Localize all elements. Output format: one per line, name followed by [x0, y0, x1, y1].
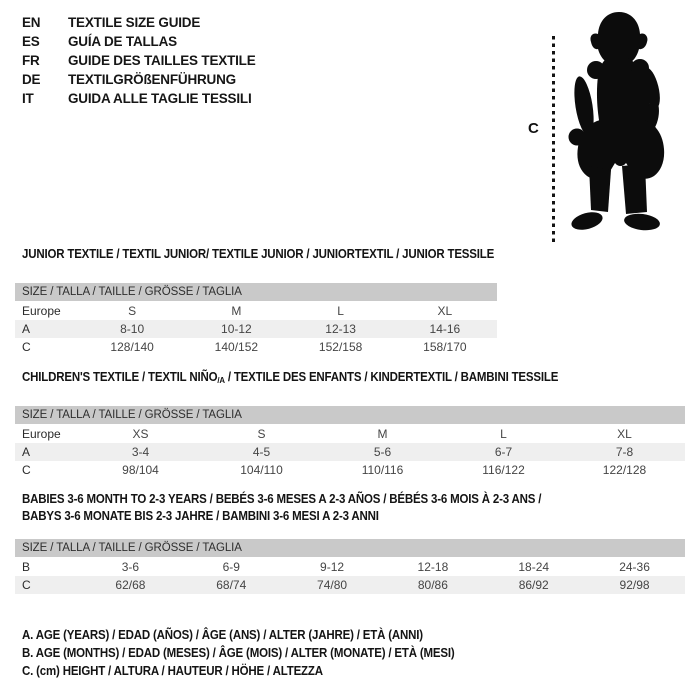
title-text: /A — [217, 375, 225, 385]
table-row — [15, 558, 685, 576]
language-label: TEXTILGRÖßENFÜHRUNG — [68, 72, 236, 87]
cell-value: 68/74 — [216, 578, 247, 592]
language-label: TEXTILE SIZE GUIDE — [68, 15, 201, 30]
row-label: Europe — [22, 427, 61, 441]
cell-value: 6-9 — [222, 560, 240, 574]
cell-value: XL — [437, 304, 453, 318]
table-rows — [15, 302, 497, 356]
title-text: JUNIOR TEXTILE / TEXTIL JUNIOR/ TEXTILE JUNIOR / JUNIORTEXTIL / JUNIOR TESSILE — [22, 247, 495, 261]
cell-value: 62/68 — [115, 578, 146, 592]
section-title-line — [22, 508, 632, 525]
title-text: BABYS 3-6 MONATE BIS 2-3 JAHRE / BAMBINI 3-6 MESI A 2-3 ANNI — [22, 509, 379, 523]
cell-value: 86/92 — [518, 578, 549, 592]
cell-value: 128/140 — [110, 340, 154, 354]
cell-value: 152/158 — [318, 340, 363, 354]
cell-value: 7-8 — [615, 445, 634, 459]
language-label: GUIDE DES TAILLES TEXTILE — [68, 53, 256, 68]
cell-value: 5-6 — [373, 445, 392, 459]
size-section-children — [15, 369, 685, 479]
size-table — [15, 283, 497, 356]
footnote-line: A. AGE (YEARS) / EDAD (AÑOS) / ÂGE (ANS) / ALTER (JAHRE) / ETÀ (ANNI) — [22, 628, 423, 642]
footnote-line: C. (cm) HEIGHT / ALTURA / HAUTEUR / HÖHE / ALTEZZA — [22, 664, 323, 678]
language-code: DE — [22, 72, 41, 87]
language-code: FR — [22, 53, 40, 68]
cell-value: 12-13 — [325, 322, 356, 336]
cell-value: 92/98 — [619, 578, 650, 592]
cell-value: L — [500, 427, 507, 441]
cell-value: 122/128 — [602, 463, 647, 477]
language-row — [22, 51, 256, 70]
cell-value: 9-12 — [320, 560, 345, 574]
cell-value: 98/104 — [122, 463, 159, 477]
cell-value: 140/152 — [214, 340, 259, 354]
cell-value: 6-7 — [494, 445, 513, 459]
cell-value: 4-5 — [252, 445, 271, 459]
language-label: GUÍA DE TALLAS — [68, 34, 177, 49]
table-row — [15, 461, 685, 479]
title-text: BABIES 3-6 MONTH TO 2-3 YEARS / BEBÉS 3-6 MESES A 2-3 AÑOS / BÉBÉS 3-6 MOIS À 2-3 ANS / — [22, 492, 542, 506]
footnote-line: B. AGE (MONTHS) / EDAD (MESES) / ÂGE (MOIS) / ALTER (MONATE) / ETÀ (MESI) — [22, 646, 455, 660]
cell-value: S — [257, 427, 266, 441]
section-title — [15, 246, 497, 263]
cell-value: 116/122 — [482, 463, 525, 477]
cell-value: 3-4 — [131, 445, 150, 459]
size-table — [15, 406, 685, 479]
size-header-bar: SIZE / TALLA / TAILLE / GRÖSSE / TAGLIA — [15, 539, 685, 557]
cell-value: 158/170 — [423, 340, 467, 354]
table-row — [15, 320, 497, 338]
section-title — [15, 369, 685, 389]
cell-value: XL — [617, 427, 632, 441]
cell-value: 110/116 — [361, 463, 404, 477]
table-rows — [15, 425, 685, 479]
cell-value: M — [231, 304, 242, 318]
table-row — [15, 576, 685, 594]
language-row — [22, 32, 256, 51]
language-row — [22, 70, 256, 89]
height-measure-line — [552, 36, 555, 246]
table-rows — [15, 558, 685, 594]
table-row — [15, 338, 497, 356]
row-label: C — [22, 340, 31, 354]
cell-value: 14-16 — [429, 322, 461, 336]
title-text: / TEXTILE DES ENFANTS / KINDERTEXTIL / BAMBINI TESSILE — [224, 370, 559, 384]
footnotes — [22, 626, 492, 680]
baby-silhouette-icon — [558, 8, 682, 248]
height-measure-label: C — [528, 120, 539, 137]
cell-value: 80/86 — [417, 578, 448, 592]
row-label: Europe — [22, 304, 61, 318]
table-row — [15, 443, 685, 461]
language-code: ES — [22, 34, 40, 49]
cell-value: M — [377, 427, 388, 441]
row-label: C — [22, 578, 31, 592]
language-code: EN — [22, 15, 41, 30]
language-code: IT — [22, 91, 34, 106]
cell-value: 3-6 — [121, 560, 140, 574]
row-label: A — [22, 445, 31, 459]
size-table — [15, 539, 685, 594]
cell-value: S — [128, 304, 137, 318]
section-title — [15, 491, 685, 525]
row-label: B — [22, 560, 31, 574]
cell-value: 24-36 — [619, 560, 650, 574]
table-row — [15, 425, 685, 443]
size-section-junior — [15, 246, 497, 356]
language-row — [22, 13, 256, 32]
cell-value: 18-24 — [518, 560, 550, 574]
title-text: CHILDREN'S TEXTILE / TEXTIL NIÑO — [22, 370, 218, 384]
row-label: A — [22, 322, 31, 336]
section-title-line — [22, 246, 495, 263]
section-title-line — [22, 491, 632, 508]
language-list — [22, 13, 256, 108]
section-title-line — [22, 369, 632, 389]
size-section-babies — [15, 491, 685, 594]
cell-value: L — [337, 304, 344, 318]
cell-value: 8-10 — [120, 322, 145, 336]
cell-value: 74/80 — [317, 578, 348, 592]
cell-value: 104/110 — [240, 463, 283, 477]
size-header-bar: SIZE / TALLA / TAILLE / GRÖSSE / TAGLIA — [15, 406, 685, 424]
row-label: C — [22, 463, 31, 477]
size-header-bar: SIZE / TALLA / TAILLE / GRÖSSE / TAGLIA — [15, 283, 497, 301]
cell-value: 10-12 — [221, 322, 252, 336]
table-row — [15, 302, 497, 320]
language-label: GUIDA ALLE TAGLIE TESSILI — [68, 91, 252, 106]
cell-value: 12-18 — [417, 560, 449, 574]
cell-value: XS — [132, 427, 149, 441]
language-row — [22, 89, 256, 108]
